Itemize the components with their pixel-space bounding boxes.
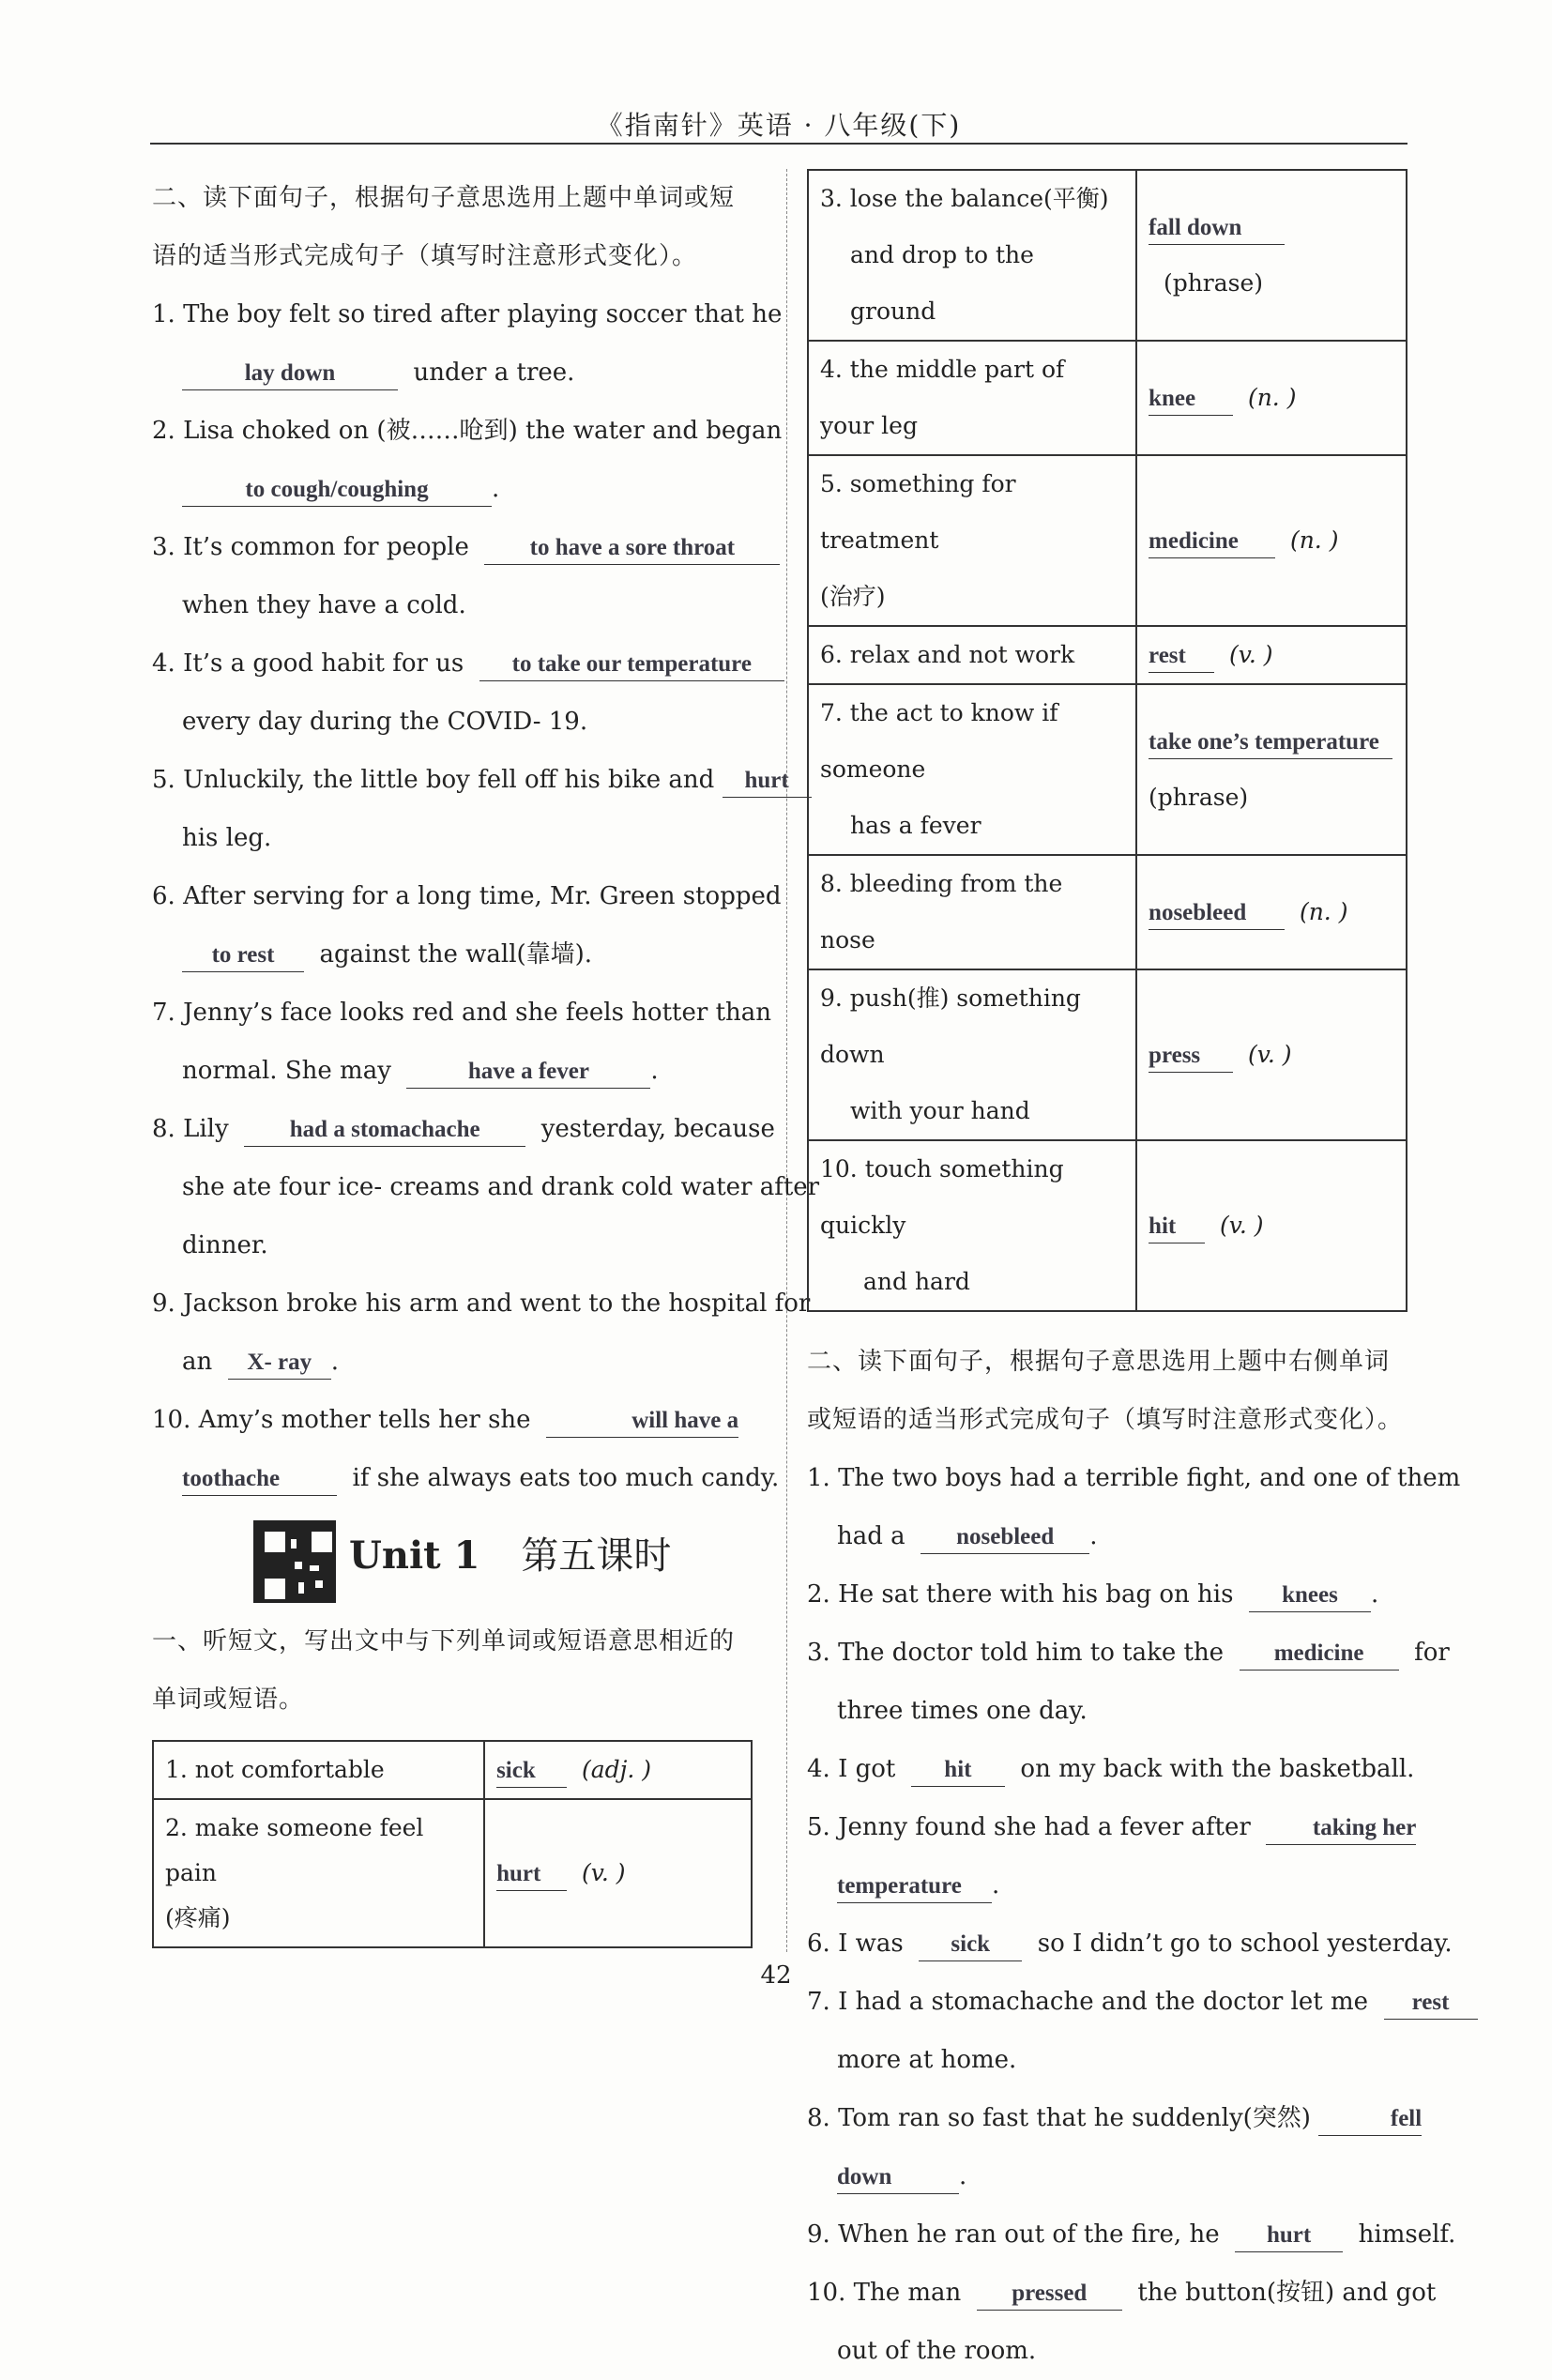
answer-blank: medicine — [1240, 1637, 1399, 1671]
section-heading: 二、读下面句子，根据句子意思选用上题中右侧单词 — [807, 1348, 1391, 1376]
answer-blank: toothache — [182, 1462, 337, 1496]
answer-blank: lay down — [182, 357, 398, 390]
question-8: 8. Tom ran so fast that he suddenly(突然) fell — [807, 2089, 1407, 2147]
section-heading: 一、听短文，写出文中与下列单词或短语意思相近的 — [152, 1627, 736, 1655]
section-heading: 或短语的适当形式完成句子（填写时注意形式变化）。 — [807, 1406, 1404, 1434]
answer-blank: nosebleed — [1149, 896, 1285, 930]
answer-blank: hurt — [496, 1857, 567, 1891]
answer-blank: to have a sore throat — [484, 531, 780, 565]
section-heading: 单词或短语。 — [152, 1686, 305, 1714]
question-5: 5. Jenny found she had a fever after taking her — [807, 1798, 1407, 1856]
answer-blank: down — [837, 2160, 959, 2194]
answer-blank: take one’s temperature — [1149, 725, 1392, 759]
answer-blank: to take our temperature — [479, 648, 784, 681]
header-rule — [150, 143, 1407, 145]
question-1: 1. The two boys had a terrible fight, and one of them — [807, 1464, 1461, 1492]
unit-title: Unit 1 第五课时 — [349, 1533, 672, 1578]
answer-blank: to cough/coughing — [182, 473, 492, 507]
question-3: 3. The doctor told him to take the medicine for — [807, 1624, 1407, 1682]
question-9: 9. When he ran out of the fire, he hurt himself. — [807, 2205, 1407, 2264]
answer-blank: fall down — [1149, 211, 1285, 245]
left-column: 二、读下面句子，根据句子意思选用上题中单词或短 语的适当形式完成句子（填写时注意形式变化）。 1. The boy felt so tired after playing soccer that he lay down under a tree. 2. Lisa choked on (被……呛到) the water and began to cough/coughing . 3. It’s common for people to have a sore throat when they have a cold. 4. It’s a good habit for us to take our temperature every day during the COVID- 19. 5. Unluckily, the little boy fell off his bike and hurt his leg. 6. After serving for a long time, Mr. Green stopped to rest against the wall(靠墙). 7. Jenny’s face looks red and she feels hotter than normal. She may have a fever . 8. Lily had a stomachache yesterday, because she ate four ice- creams and drank cold water after dinner. 9. Jackson broke his arm and went to the hospital for an X- ray . 10. Amy’s mother tells her she will have a toothache if she always eats too much candy. Unit 1 第五课时 一、听短文，写出文中与下列单词或短语意思相近的 单词或短语。 1. not comfortable sick (adj. ) 2. make someone feel pain (疼痛) hurt (v. ) — [152, 169, 753, 1948]
answer-blank: hurt — [723, 764, 812, 798]
answer-blank: sick — [919, 1928, 1022, 1961]
answer-blank: nosebleed — [921, 1520, 1089, 1554]
answer-blank: hit — [1149, 1210, 1205, 1243]
column-divider — [786, 169, 787, 1952]
table-row: 4. the middle part of your leg knee (n. ) — [808, 341, 1407, 455]
question-4: 4. It’s a good habit for us to take our temperature — [152, 634, 753, 693]
question-10: 10. The man pressed the button(按钮) and got — [807, 2264, 1407, 2322]
answer-blank: have a fever — [406, 1055, 650, 1089]
answer-blank: rest — [1384, 1986, 1478, 2020]
qr-code-icon[interactable] — [253, 1520, 336, 1603]
table-row: 8. bleeding from the nose nosebleed (n. ) — [808, 855, 1407, 969]
page-number: 42 — [760, 1961, 792, 1990]
question-4: 4. I got hit on my back with the basketball. — [807, 1740, 1407, 1798]
table-row: 3. lose the balance(平衡) and drop to the ground fall down (phrase) — [808, 170, 1407, 341]
question-6: 6. After serving for a long time, Mr. Green stopped — [152, 882, 782, 910]
answer-blank: to rest — [182, 938, 304, 972]
table-row: 9. push(推) something down with your hand press (v. ) — [808, 969, 1407, 1140]
table-row: 1. not comfortable sick (adj. ) — [153, 1741, 752, 1799]
question-10: 10. Amy’s mother tells her she will have a — [152, 1391, 753, 1449]
page-header: 《指南针》英语 · 八年级(下) — [596, 110, 962, 141]
section-heading: 二、读下面句子，根据句子意思选用上题中单词或短 — [152, 184, 736, 212]
answer-blank: knee — [1149, 382, 1233, 416]
answer-blank: knees — [1249, 1579, 1371, 1612]
question-7: 7. I had a stomachache and the doctor let me rest — [807, 1973, 1407, 2031]
answer-blank: hurt — [1235, 2219, 1343, 2252]
answer-blank: had a stomachache — [244, 1113, 525, 1147]
answer-blank: temperature — [837, 1869, 992, 1903]
table-row: 2. make someone feel pain (疼痛) hurt (v. ) — [153, 1799, 752, 1947]
question-3: 3. It’s common for people to have a sore throat — [152, 518, 753, 576]
answer-blank: will have a — [546, 1404, 738, 1438]
answer-blank: X- ray — [228, 1346, 331, 1380]
question-1: 1. The boy felt so tired after playing soccer that he — [152, 300, 783, 328]
table-row: 7. the act to know if someone has a fever take one’s temperature (phrase) — [808, 684, 1407, 855]
section-heading: 语的适当形式完成句子（填写时注意形式变化）。 — [152, 242, 698, 270]
answer-blank: fell — [1318, 2102, 1422, 2136]
answer-blank: press — [1149, 1039, 1233, 1073]
right-column: 3. lose the balance(平衡) and drop to the ground fall down (phrase) 4. the middle part of your leg knee (n. ) 5. something for treatment (治疗) medicine (n. ) 6. relax and not work rest (v. ) 7. the act to know if someone has a fever take one’s temperature (phrase) 8. bleeding from the nose nosebleed (n. ) 9. push(推) something down with your hand press (v. ) 10. touch something quickly and hard hit (v. ) 二、读下面句子，根据句子意思选用上题中右侧单词 或短语的适当形式完成句子（填写时注意形式变化）。 1. The two boys had a terrible fight, and one of them had a nosebleed . 2. He sat there with his bag on his knees . 3. The doctor told him to take the medicine for three times one day. 4. I got hit on my back with the basketball. 5. Jenny found she had a fever after taking her temperature . 6. I was sick so I didn’t go to school yesterday. 7. I had a stomachache and the doctor let me rest more at home. 8. Tom ran so fast that he suddenly(突然) fell down . 9. When he ran out of the fire, he hurt himself. 10. The man pressed the button(按钮) and got out of the room. — [807, 169, 1407, 2380]
answer-blank: medicine — [1149, 525, 1275, 558]
table-row: 5. something for treatment (治疗) medicine (n. ) — [808, 455, 1407, 626]
answer-blank: pressed — [977, 2277, 1122, 2311]
vocab-table — [807, 169, 1407, 1312]
question-7: 7. Jenny’s face looks red and she feels hotter than — [152, 999, 772, 1027]
question-2: 2. He sat there with his bag on his knees . — [807, 1565, 1407, 1624]
question-2: 2. Lisa choked on (被……呛到) the water and began — [152, 417, 783, 445]
table-row: 6. relax and not work rest (v. ) — [808, 626, 1407, 684]
question-8: 8. Lily had a stomachache yesterday, because — [152, 1100, 753, 1158]
question-9: 9. Jackson broke his arm and went to the hospital for — [152, 1289, 811, 1318]
vocab-table — [152, 1740, 753, 1948]
answer-blank: rest — [1149, 639, 1214, 673]
unit-heading — [152, 1507, 753, 1612]
question-5: 5. Unluckily, the little boy fell off his bike and hurt — [152, 751, 753, 809]
question-6: 6. I was sick so I didn’t go to school yesterday. — [807, 1915, 1407, 1973]
table-row: 10. touch something quickly and hard hit (v. ) — [808, 1140, 1407, 1311]
answer-blank: sick — [496, 1754, 567, 1788]
answer-blank: taking her — [1266, 1811, 1416, 1845]
answer-blank: hit — [911, 1753, 1005, 1787]
